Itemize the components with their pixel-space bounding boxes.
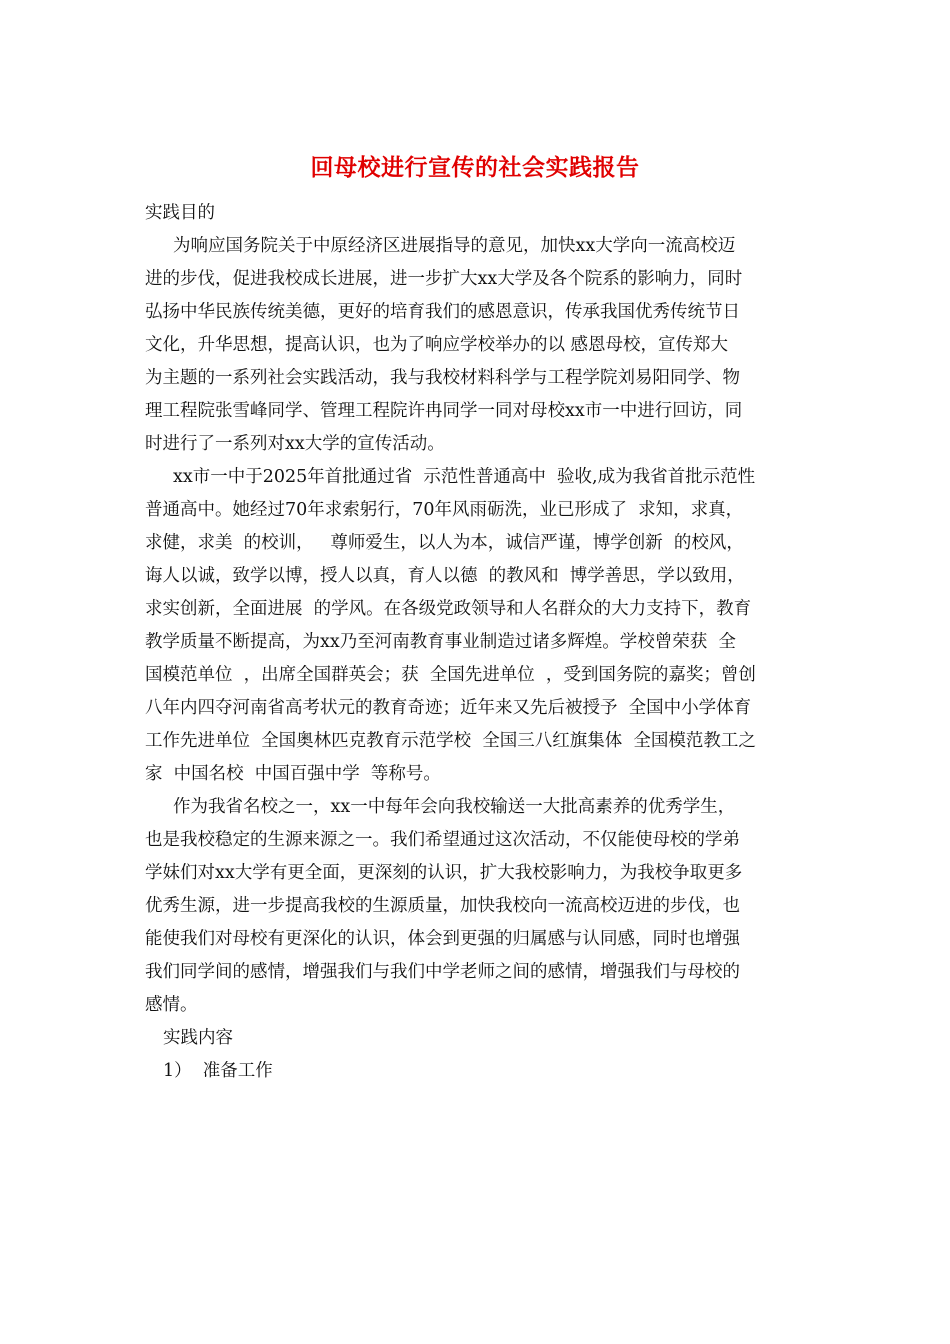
section-heading-content: 实践内容: [163, 1028, 233, 1048]
paragraph-2-line: 教学质量不断提高，为xx乃至河南教育事业制造过诸多辉煌。学校曾荣获 全: [145, 632, 736, 652]
paragraph-2-line: 普通高中。她经过70年求索躬行，70年风雨砺洗，业已形成了 求知，求真，: [145, 500, 744, 520]
paragraph-1-line: 文化，升华思想，提高认识，也为了响应学校举办的以 感恩母校，宣传郑大: [145, 335, 729, 355]
paragraph-3-line: 学妹们对xx大学有更全面，更深刻的认识，扩大我校影响力，为我校争取更多: [145, 863, 743, 883]
paragraph-2-line: 工作先进单位 全国奥林匹克教育示范学校 全国三八红旗集体 全国模范教工之: [145, 731, 756, 751]
paragraph-1-line: 为响应国务院关于中原经济区进展指导的意见，加快xx大学向一流高校迈: [173, 236, 736, 256]
document-body: [145, 197, 809, 1088]
paragraph-3-line: 能使我们对母校有更深化的认识，体会到更强的归属感与认同感，同时也增强: [145, 929, 740, 949]
paragraph-2-line: 诲人以诚，致学以博，授人以真，育人以德 的教风和 博学善思，学以致用，: [145, 566, 745, 586]
paragraph-3-line: 感情。: [145, 995, 198, 1015]
paragraph-2-line: 求健，求美 的校训， 尊师爱生，以人为本，诚信严谨，博学创新 的校风，: [145, 533, 744, 553]
paragraph-1-line: 时进行了一系列对xx大学的宣传活动。: [145, 434, 445, 454]
paragraph-1-line: 弘扬中华民族传统美德，更好的培育我们的感恩意识，传承我国优秀传统节日: [145, 302, 740, 322]
paragraph-3-line: 作为我省名校之一，xx一中每年会向我校输送一大批高素养的优秀学生，: [173, 797, 736, 817]
paragraph-3-line: 我们同学间的感情，增强我们与我们中学老师之间的感情，增强我们与母校的: [145, 962, 740, 982]
document-title: 回母校进行宣传的社会实践报告: [310, 154, 640, 181]
paragraph-2-line: 求实创新，全面进展 的学风。在各级党政领导和人名群众的大力支持下，教育: [145, 599, 752, 619]
paragraph-1-line: 为主题的一系列社会实践活动，我与我校材料科学与工程学院刘易阳同学、物: [145, 368, 740, 388]
paragraph-2-line: 家 中国名校 中国百强中学 等称号。: [145, 764, 441, 784]
paragraph-2-line: xx市一中于2025年首批通过省 示范性普通高中 验收,成为我省首批示范性: [173, 467, 756, 487]
paragraph-1-line: 进的步伐，促进我校成长进展，进一步扩大xx大学及各个院系的影响力，同时: [145, 269, 743, 289]
section-heading-purpose: 实践目的: [145, 203, 215, 223]
list-item-preparation: 1） 准备工作: [163, 1061, 273, 1081]
paragraph-2-line: 八年内四夺河南省高考状元的教育奇迹；近年来又先后被授予 全国中小学体育: [145, 698, 752, 718]
paragraph-1-line: 理工程院张雪峰同学、管理工程院许冉同学一同对母校xx市一中进行回访，同: [145, 401, 743, 421]
paragraph-3-line: 也是我校稳定的生源来源之一。我们希望通过这次活动，不仅能使母校的学弟: [145, 830, 740, 850]
paragraph-2-line: 国模范单位 ，出席全国群英会；获 全国先进单位 ，受到国务院的嘉奖；曾创: [145, 665, 756, 685]
paragraph-3-line: 优秀生源，进一步提高我校的生源质量，加快我校向一流高校迈进的步伐，也: [145, 896, 740, 916]
